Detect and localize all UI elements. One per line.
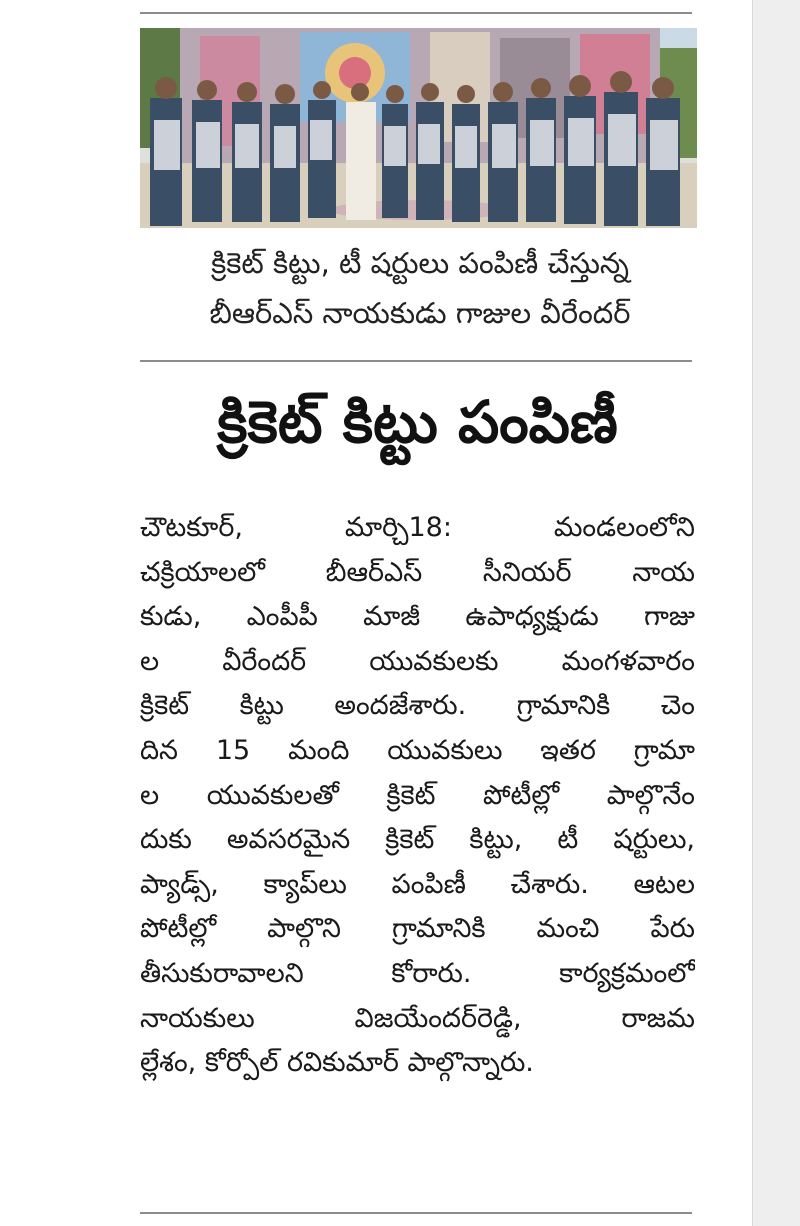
group-photo: [140, 28, 697, 228]
body-line: నాయకులు విజయేందర్‌రెడ్డి, రాజమ: [140, 1002, 695, 1034]
page-margin: [752, 0, 800, 1226]
body-line: క్రికెట్ కిట్టు అందజేశారు. గ్రామానికి చెం: [140, 690, 695, 722]
body-line: పోటీల్లో పాల్గొని గ్రామానికి మంచి పేరు: [140, 913, 695, 945]
caption-line: క్రికెట్ కిట్టు, టీ షర్టులు పంపిణీ చేస్తున్న: [211, 246, 629, 280]
caption-divider: [140, 360, 692, 362]
body-line: ల యువకులతో క్రికెట్ పోటీల్లో పాల్గొనేం: [140, 779, 695, 811]
body-line: కుడు, ఎంపీపీ మాజీ ఉపాధ్యక్షుడు గాజు: [140, 601, 695, 633]
body-line: ల్లేశం, కోర్పోల్ రవికుమార్ పాల్గొన్నారు.: [140, 1047, 534, 1079]
photo-illustration: [140, 28, 697, 228]
article-body: [140, 506, 695, 1086]
body-line: దిన 15 మంది యువకులు ఇతర గ్రామా: [140, 734, 695, 766]
caption-line: బీఆర్ఎస్ నాయకుడు గాజుల వీరేందర్: [209, 296, 631, 330]
bottom-divider: [140, 1212, 692, 1214]
photo-caption: [150, 238, 690, 338]
body-line: ల వీరేందర్ యువకులకు మంగళవారం: [140, 645, 695, 677]
article-headline: క్రికెట్ కిట్టు పంపిణీ: [217, 388, 618, 456]
body-line: తీసుకురావాలని కోరారు. కార్యక్రమంలో: [140, 957, 695, 989]
body-line: చౌటకూర్, మార్చి18: మండలంలోని: [140, 512, 695, 543]
body-line: ప్యాడ్స్, క్యాప్‌లు పంపిణీ చేశారు. ఆటల: [140, 868, 695, 900]
body-line: చక్రియాలలో బీఆర్ఎస్ సీనియర్ నాయ: [140, 556, 695, 588]
top-divider: [140, 12, 692, 14]
body-line: దుకు అవసరమైన క్రికెట్ కిట్టు, టీ షర్టులు,: [140, 824, 695, 856]
